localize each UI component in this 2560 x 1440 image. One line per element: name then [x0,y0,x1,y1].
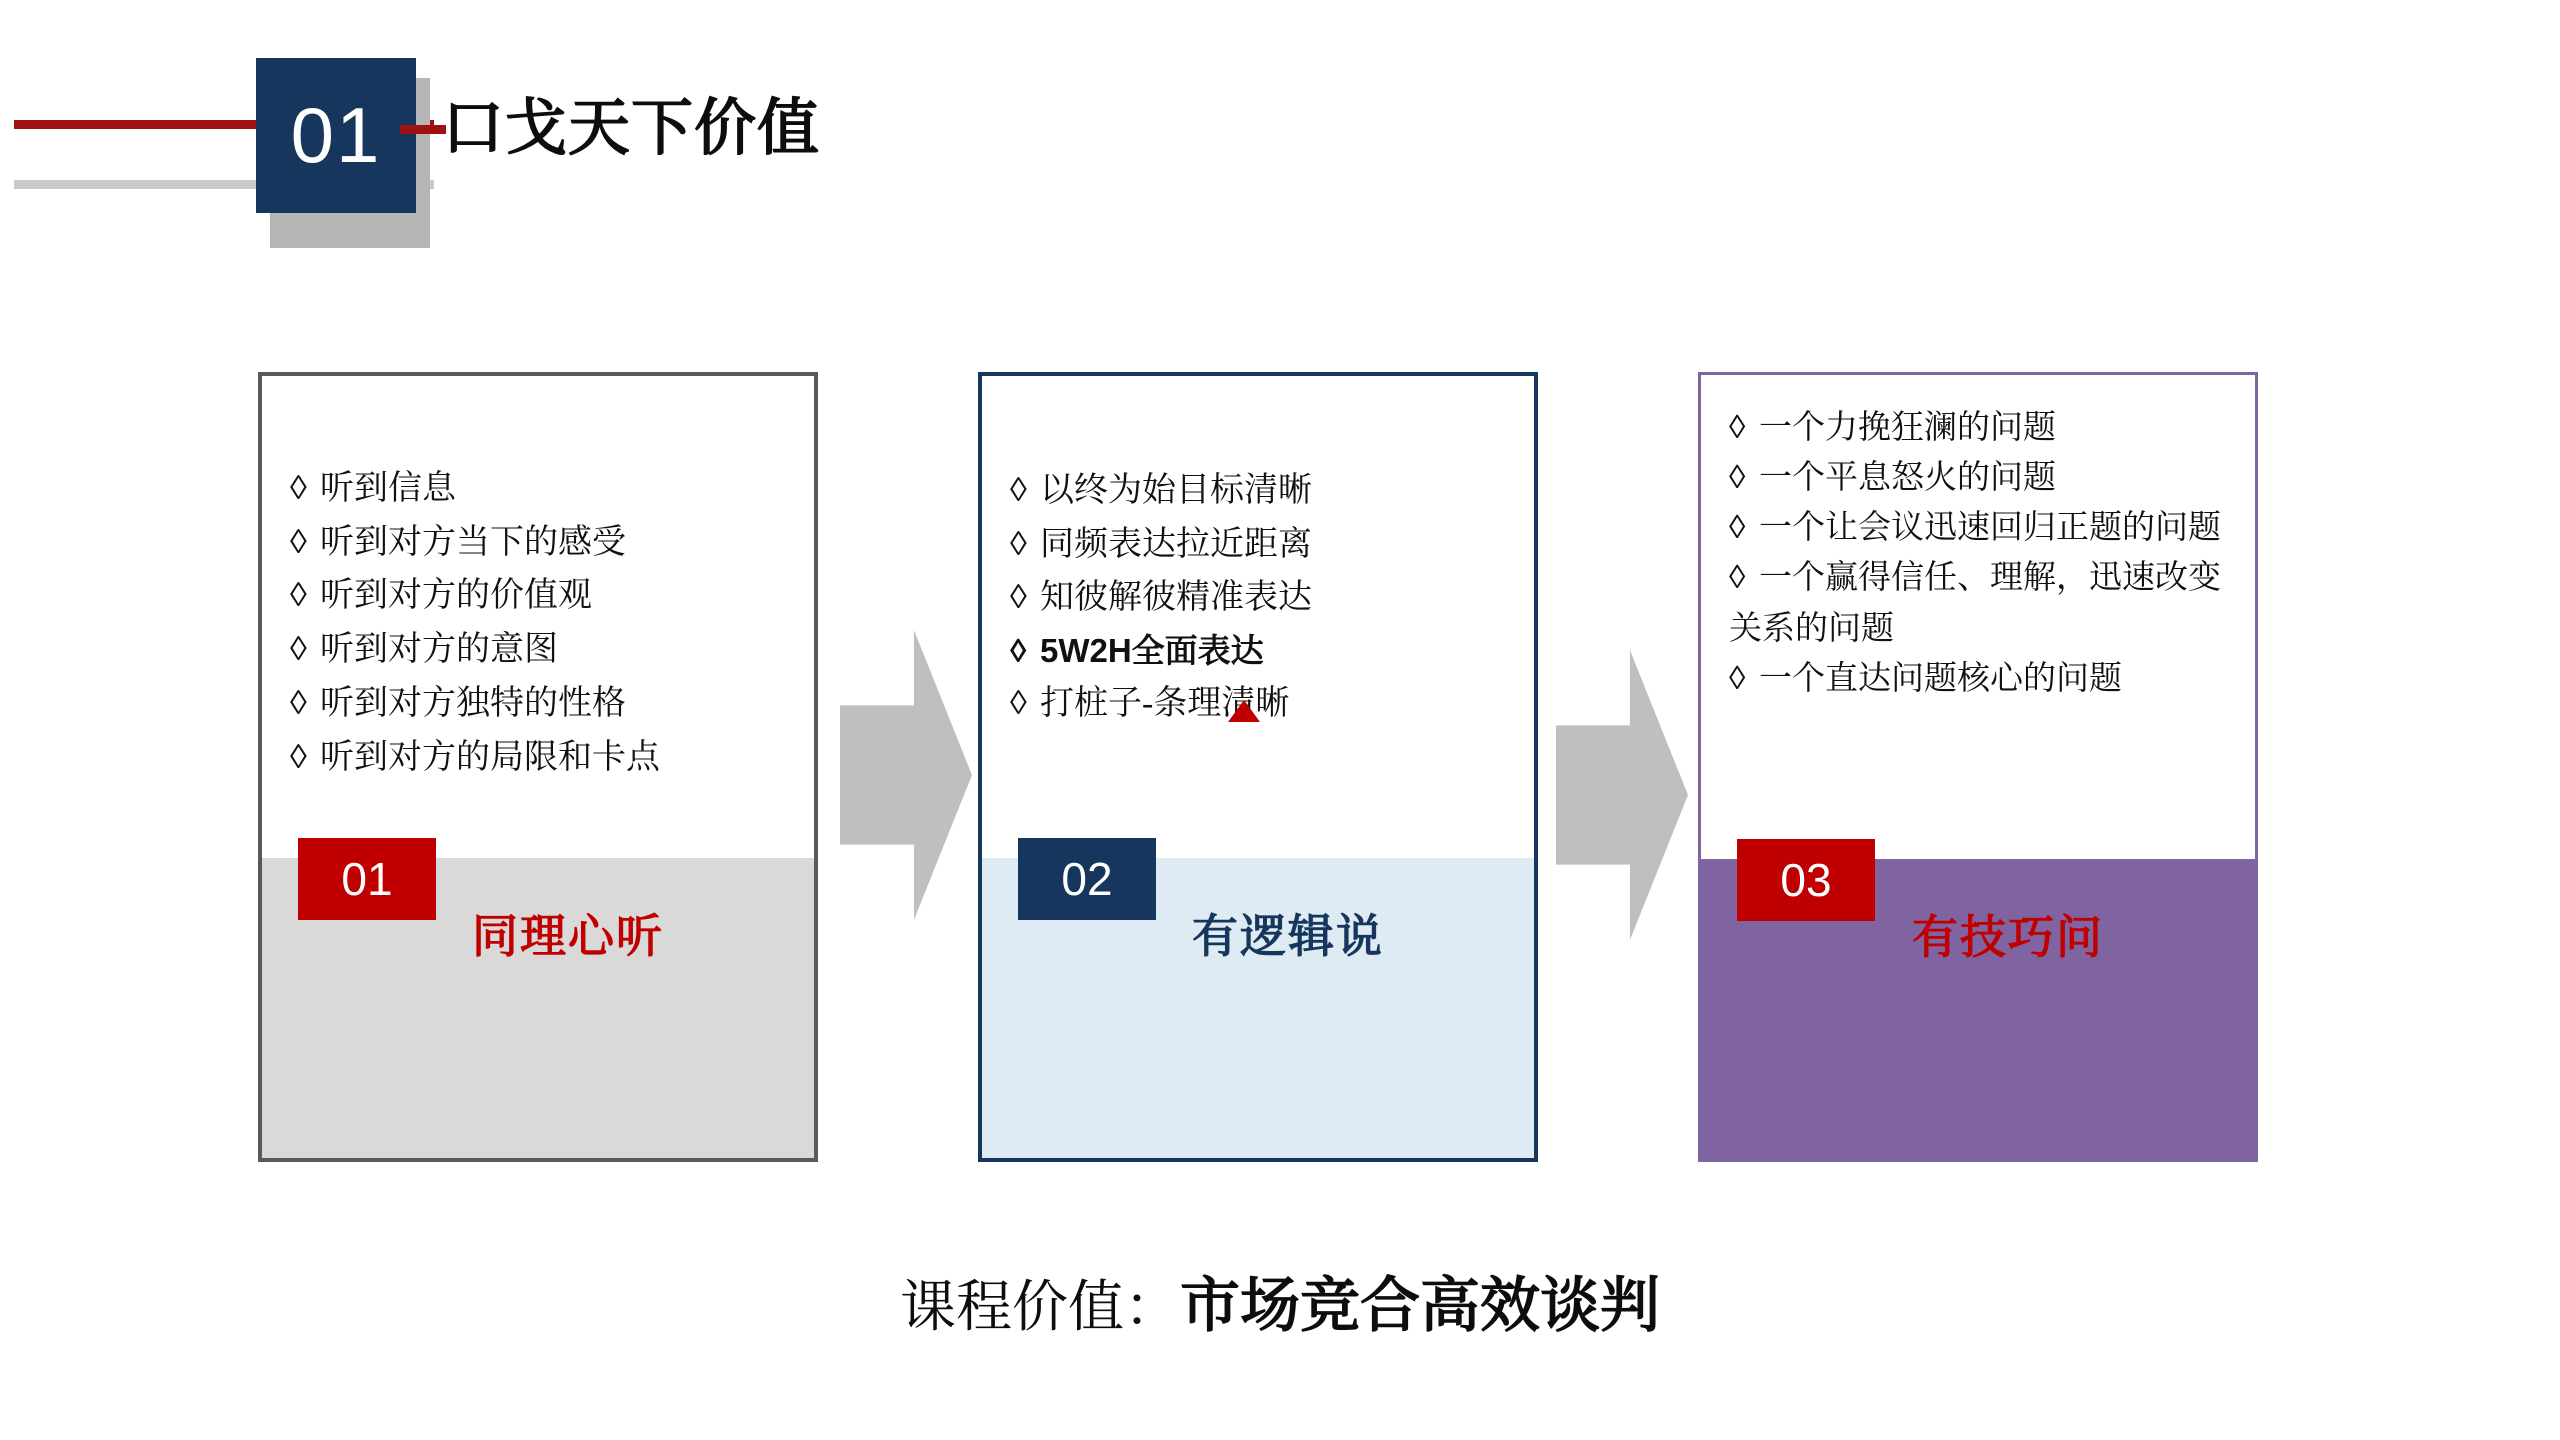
diamond-bullet-icon: ◊ [1010,579,1027,617]
bottom-title-emphasis: 市场竞合高效谈判 [1180,1272,1660,1339]
bottom-course-value [0,1258,2560,1344]
list-item-text: 打桩子-条理清晰 [1040,685,1290,723]
diamond-bullet-icon: ◊ [1729,410,1746,446]
list-item-text: 听到对方的价值观 [320,577,592,615]
list-item [1010,518,1506,572]
list-item-text: 听到对方的局限和卡点 [320,738,660,776]
stage-3-label: 有技巧问 [1912,911,2104,963]
list-item [1010,464,1506,518]
diamond-bullet-icon: ◊ [290,523,307,561]
diamond-bullet-icon: ◊ [1010,472,1027,509]
stage-2-footer [982,853,1534,1158]
list-item-text: 一个直达问题核心的问题 [1759,660,2122,697]
stage-1-footer [262,853,814,1158]
stage-1-bullet-list [262,376,814,784]
list-item [1729,453,2227,503]
list-item [1729,403,2227,453]
arrow-right-icon-2 [1556,650,1688,940]
list-item-text: 听到对方独特的性格 [320,684,626,722]
stage-card-1 [258,372,818,1162]
list-item-text: 知彼解彼精准表达 [1040,579,1312,617]
list-item [290,623,786,677]
diamond-bullet-icon: ◊ [1729,660,1746,697]
stage-3-bullet-list [1701,375,2255,704]
list-item [1729,654,2227,704]
list-item-text: 以终为始目标清晰 [1040,472,1312,509]
list-item-text: 一个赢得信任、理解，迅速改变关系的问题 [1729,560,2221,647]
list-item [290,731,786,785]
list-item-text: 一个力挽狂澜的问题 [1759,410,2056,446]
arrow-right-icon-1 [840,630,972,920]
stage-1-number-badge: 01 [298,838,436,920]
list-item-text: 听到对方当下的感受 [320,523,626,561]
list-item [290,569,786,623]
diamond-bullet-icon: ◊ [290,631,307,669]
slide-header [0,0,2560,260]
stage-2-number-badge: 02 [1018,838,1156,920]
list-item-text: 一个让会议迅速回归正题的问题 [1759,510,2221,547]
stage-3-footer [1701,854,2255,1159]
diamond-bullet-icon: ◊ [290,738,307,776]
header-dash [400,125,446,134]
list-item-text: 听到对方的意图 [320,631,558,669]
list-item [290,516,786,570]
red-caret-mark-icon [1228,700,1260,722]
list-item-text: 一个平息怒火的问题 [1759,460,2056,497]
list-item [1729,503,2227,553]
diamond-bullet-icon: ◊ [1729,460,1746,497]
list-item [290,677,786,731]
diamond-bullet-icon: ◊ [290,684,307,722]
diamond-bullet-icon: ◊ [1010,685,1027,723]
stage-2-bullet-list [982,376,1534,731]
list-item [1010,625,1506,677]
bottom-title-prefix: 课程价值： [900,1277,1180,1339]
stage-2-label: 有逻辑说 [1192,910,1384,962]
diamond-bullet-icon: ◊ [1729,510,1746,547]
diamond-bullet-icon: ◊ [1010,632,1027,670]
list-item-text: 听到信息 [320,470,456,507]
diamond-bullet-icon: ◊ [1729,560,1746,597]
diamond-bullet-icon: ◊ [1010,525,1027,563]
stage-card-2 [978,372,1538,1162]
stage-1-label: 同理心听 [472,910,664,962]
list-item [1729,553,2227,653]
stage-card-3 [1698,372,2258,1162]
diamond-bullet-icon: ◊ [290,577,307,615]
list-item-text: 5W2H全面表达 [1040,632,1264,670]
diamond-bullet-icon: ◊ [290,470,307,507]
list-item [290,462,786,516]
list-item [1010,571,1506,625]
page-title: 口戈天下价值 [442,94,821,163]
stage-3-number-badge: 03 [1737,839,1875,921]
header-number-badge: 01 [256,58,416,213]
list-item-text: 同频表达拉近距离 [1040,525,1312,563]
